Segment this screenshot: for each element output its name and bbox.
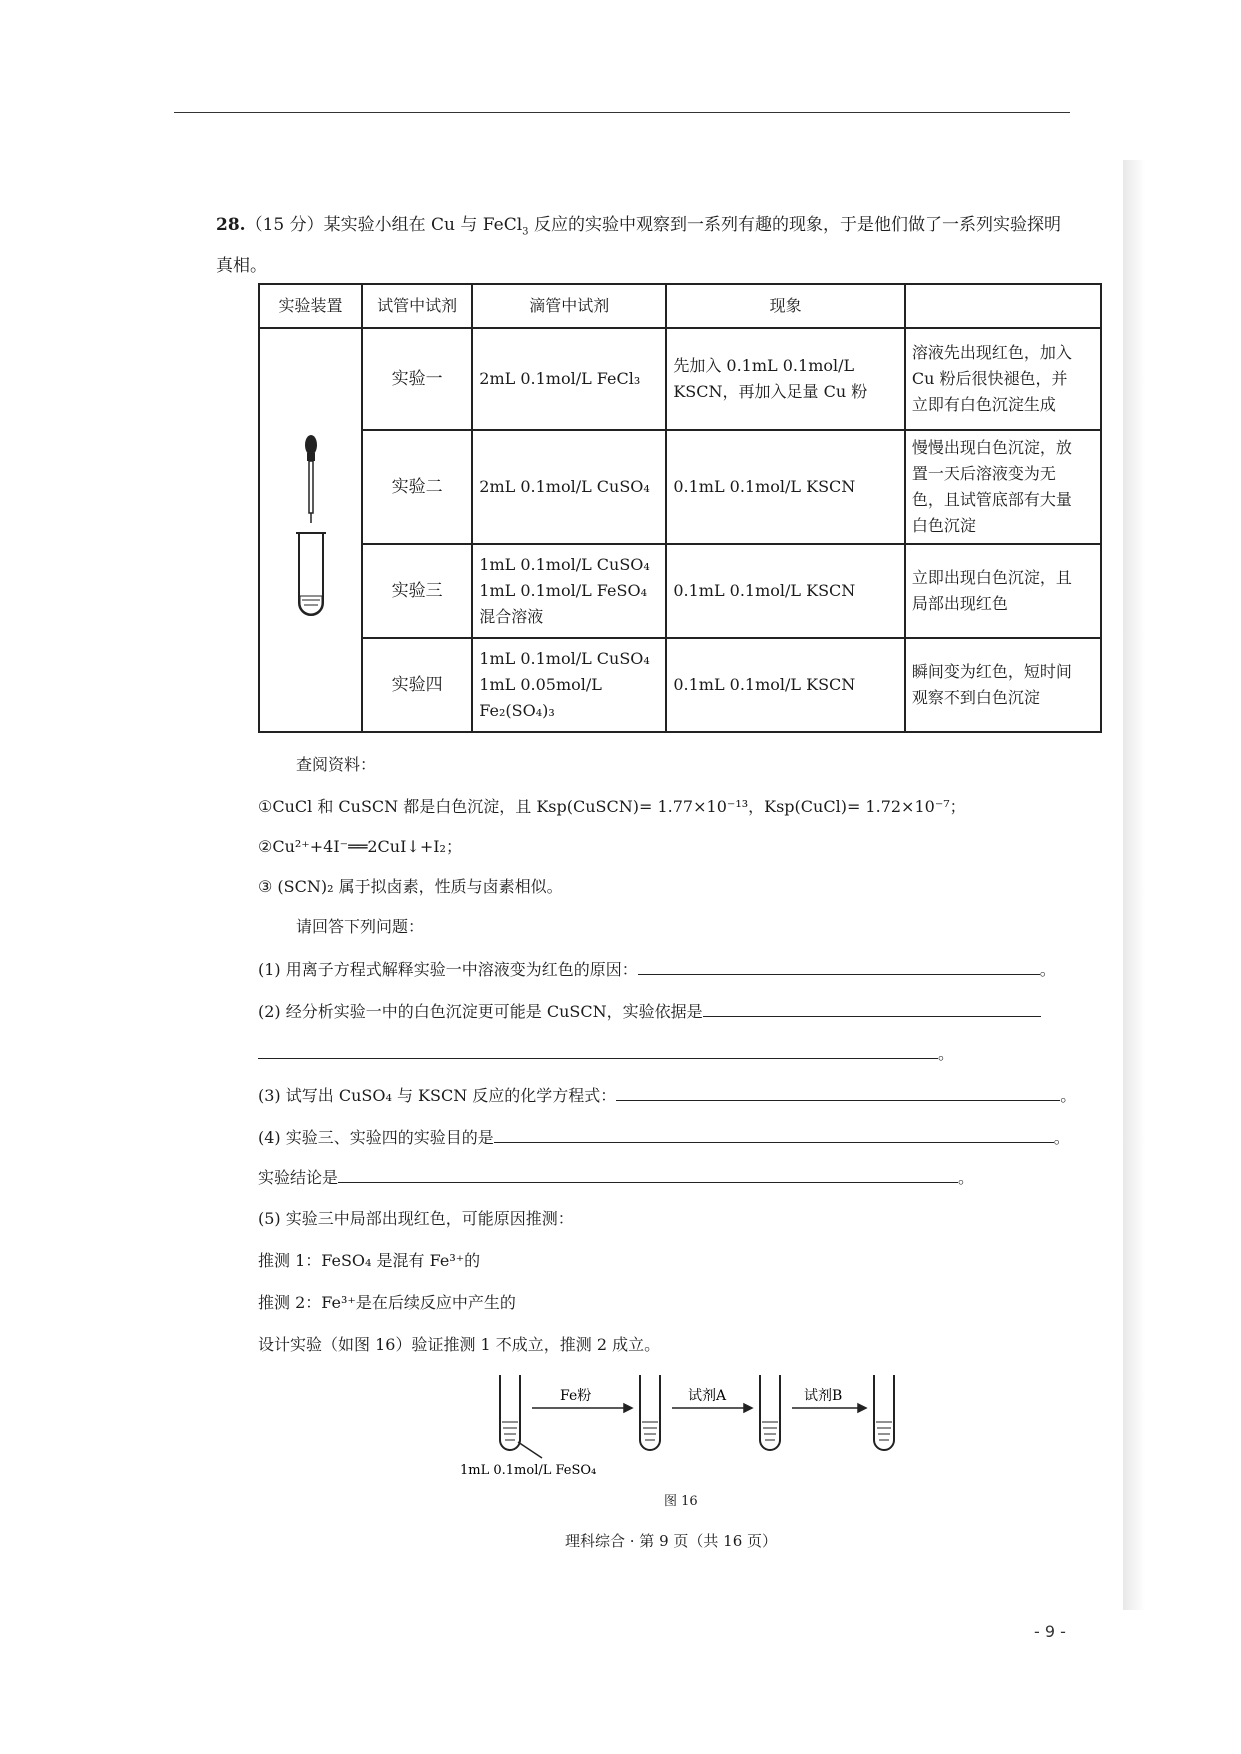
question-2-cont [258, 1040, 954, 1067]
exp1-tube-line: 2mL 0.1mol/L FeCl₃ [479, 369, 641, 388]
exp3-dropper-line: 0.1mL 0.1mol/L KSCN [673, 581, 856, 600]
guess-2: 推测 2：Fe³⁺是在后续反应中产生的 [258, 1293, 516, 1312]
figure-label-fe: Fe粉 [560, 1388, 592, 1404]
reference-item-2: ②Cu²⁺+4I⁻══2CuI↓+I₂； [258, 837, 462, 856]
questions-prompt: 请回答下列问题： [296, 917, 425, 936]
exp3-phenomenon-line: 局部出现红色 [911, 594, 1008, 613]
question-2-text: (2) 经分析实验一中的白色沉淀更可能是 CuSCN，实验依据是 [258, 1002, 703, 1021]
exp4-dropper [666, 638, 905, 732]
exp1-phenomenon-line: 溶液先出现红色，加入 [911, 343, 1072, 362]
period-mark: 。 [1060, 1086, 1077, 1105]
exp1-phenomenon-line: 立即有白色沉淀生成 [911, 395, 1056, 414]
question-4b-text: 实验结论是 [258, 1168, 339, 1187]
header-rule [174, 112, 1070, 113]
apparatus-cell [259, 328, 362, 732]
exp3-tube-line: 1mL 0.1mol/L CuSO₄ [479, 555, 650, 574]
question-4-conclusion [258, 1164, 974, 1191]
header-phenomenon: 现象 [666, 284, 905, 328]
table-row [259, 328, 1101, 430]
exp2-tube [472, 430, 666, 544]
figure-caption: 图 16 [664, 1494, 698, 1509]
exp2-phenomenon [905, 430, 1101, 544]
exp2-phenomenon-line: 置一天后溶液变为无 [911, 464, 1056, 483]
answer-blank-3[interactable] [616, 1082, 1060, 1101]
answer-blank-2b[interactable] [258, 1040, 938, 1059]
test-tube-sequence-diagram [460, 1370, 910, 1480]
exp1-dropper [666, 328, 905, 430]
dropper-testtube-icon [276, 431, 346, 621]
exp2-phenomenon-line: 色，且试管底部有大量 [911, 490, 1072, 509]
answer-blank-4b[interactable] [338, 1164, 958, 1183]
question-intro [216, 208, 1106, 283]
page-footer: 理科综合 · 第 9 页（共 16 页） [565, 1532, 778, 1550]
exp4-phenomenon-line: 观察不到白色沉淀 [911, 688, 1040, 707]
exp4-tube-line: Fe₂(SO₄)₃ [479, 701, 555, 720]
figure-label-b: 试剂B [804, 1388, 843, 1404]
exp3-phenomenon-line: 立即出现白色沉淀，且 [911, 568, 1072, 587]
question-1 [258, 956, 1056, 983]
table-row [259, 430, 1101, 544]
header-apparatus: 实验装置 [259, 284, 362, 328]
header-tube-reagent: 试管中试剂 [362, 284, 472, 328]
exp3-tube-line: 混合溶液 [479, 607, 544, 626]
exp1-phenomenon [905, 328, 1101, 430]
answer-blank-4a[interactable] [494, 1124, 1054, 1143]
exp4-phenomenon-line: 瞬间变为红色，短时间 [911, 662, 1072, 681]
exp2-dropper [666, 430, 905, 544]
reference-item-3: ③ (SCN)₂ 属于拟卤素，性质与卤素相似。 [258, 877, 563, 896]
exp3-tube-line: 1mL 0.1mol/L FeSO₄ [479, 581, 647, 600]
exp2-name: 实验二 [362, 430, 472, 544]
exp1-dropper-line: 先加入 0.1mL 0.1mol/L [673, 356, 855, 375]
exp2-phenomenon-line: 慢慢出现白色沉淀，放 [911, 438, 1072, 457]
figure-16 [460, 1370, 910, 1480]
question-1-text: (1) 用离子方程式解释实验一中溶液变为红色的原因： [258, 960, 638, 979]
experiment-table [258, 283, 1102, 733]
answer-blank-2a[interactable] [703, 998, 1041, 1017]
intro-text-c: 真相。 [216, 256, 267, 277]
exp4-name: 实验四 [362, 638, 472, 732]
answer-blank-1[interactable] [638, 956, 1040, 975]
question-4 [258, 1124, 1070, 1151]
exp4-dropper-line: 0.1mL 0.1mol/L KSCN [673, 675, 856, 694]
exp4-tube-line: 1mL 0.05mol/L [479, 675, 602, 694]
period-mark: 。 [938, 1044, 955, 1063]
design-instruction: 设计实验（如图 16）验证推测 1 不成立，推测 2 成立。 [258, 1335, 661, 1354]
exp1-phenomenon-line: Cu 粉后很快褪色，并 [911, 369, 1068, 388]
reference-item-1: ①CuCl 和 CuSCN 都是白色沉淀，且 Ksp(CuSCN)= 1.77×10⁻¹³，Ksp(CuCl)= 1.72×10⁻⁷； [258, 797, 966, 816]
table-row [259, 544, 1101, 638]
exp4-tube-line: 1mL 0.1mol/L CuSO₄ [479, 649, 650, 668]
exp3-phenomenon [905, 544, 1101, 638]
question-points: （15 分） [245, 215, 324, 235]
exp3-name: 实验三 [362, 544, 472, 638]
header-dropper-reagent: 滴管中试剂 [472, 284, 666, 328]
intro-text-a: 某实验小组在 Cu 与 FeCl [323, 215, 523, 235]
exp4-tube [472, 638, 666, 732]
exp1-dropper-line: KSCN，再加入足量 Cu 粉 [673, 382, 868, 401]
exp4-phenomenon [905, 638, 1101, 732]
exp2-tube-line: 2mL 0.1mol/L CuSO₄ [479, 477, 650, 496]
table-row [259, 638, 1101, 732]
reference-title: 查阅资料： [296, 755, 377, 774]
exp1-name: 实验一 [362, 328, 472, 430]
question-number: 28. [216, 215, 246, 235]
guess-1: 推测 1：FeSO₄ 是混有 Fe³⁺的 [258, 1251, 481, 1270]
question-2 [258, 998, 1041, 1025]
header-blank [905, 284, 1101, 328]
page-number: - 9 - [1034, 1622, 1066, 1641]
intro-text-b: 反应的实验中观察到一系列有趣的现象，于是他们做了一系列实验探明 [528, 215, 1061, 235]
intro-subscript: 3 [522, 226, 529, 238]
question-4-text: (4) 实验三、实验四的实验目的是 [258, 1128, 494, 1147]
exp3-dropper [666, 544, 905, 638]
scan-edge-shadow [1123, 160, 1145, 1610]
question-3 [258, 1082, 1076, 1109]
exp1-tube [472, 328, 666, 430]
exp3-tube [472, 544, 666, 638]
exp2-dropper-line: 0.1mL 0.1mol/L KSCN [673, 477, 856, 496]
question-5: (5) 实验三中局部出现红色，可能原因推测： [258, 1209, 574, 1228]
table-header-row [259, 284, 1101, 328]
question-3-text: (3) 试写出 CuSO₄ 与 KSCN 反应的化学方程式： [258, 1086, 617, 1105]
period-mark: 。 [958, 1168, 975, 1187]
exp2-phenomenon-line: 白色沉淀 [911, 516, 976, 535]
figure-label-a: 试剂A [688, 1388, 727, 1404]
figure-label-tube: 1mL 0.1mol/L FeSO₄ [460, 1463, 597, 1478]
period-mark: 。 [1053, 1128, 1070, 1147]
period-mark: 。 [1039, 960, 1056, 979]
